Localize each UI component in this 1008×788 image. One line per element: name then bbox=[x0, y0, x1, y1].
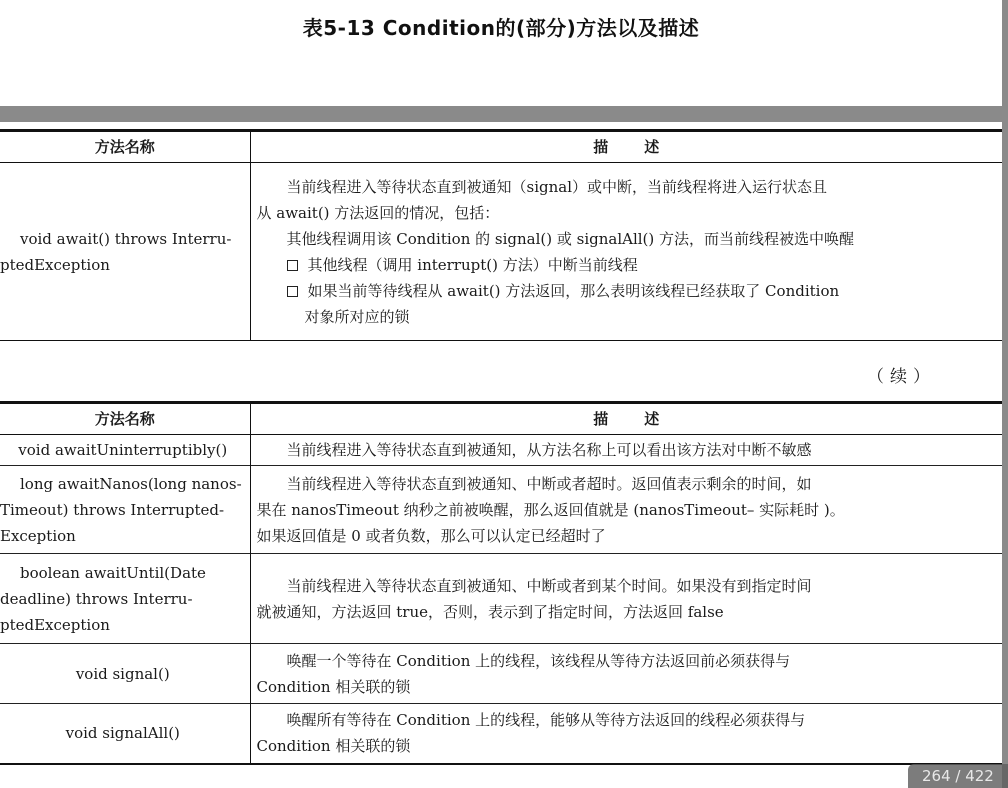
table-title: 表5-13 Condition的(部分)方法以及描述 bbox=[302, 16, 700, 40]
header-description: 描述 bbox=[250, 131, 1002, 163]
method-name-cell: long awaitNanos(long nanos- Timeout) throws Interrupted- Exception bbox=[0, 466, 250, 554]
method-description-cell: 当前线程进入等待状态直到被通知、中断或者超时。返回值表示剩余的时间，如 果在 nanosTimeout 纳秒之前被唤醒，那么返回值就是 (nanosTimeout– 实际耗时 )。 如果返回值是 0 或者负数，那么可以认定已经超时了 bbox=[250, 466, 1002, 554]
table-row bbox=[0, 644, 1002, 704]
method-name-cell: void signal() bbox=[0, 644, 250, 704]
table-row bbox=[0, 554, 1002, 644]
method-table-part2 bbox=[0, 401, 1002, 765]
continued-label: （续） bbox=[867, 367, 936, 387]
header-method-name: 方法名称 bbox=[0, 131, 250, 163]
checkbox-bullet-icon bbox=[287, 260, 298, 271]
table-row bbox=[0, 704, 1002, 764]
method-name-cell: void awaitUninterruptibly() bbox=[0, 435, 250, 466]
header-description: 描述 bbox=[250, 403, 1002, 435]
table-row bbox=[0, 466, 1002, 554]
method-description-cell: 当前线程进入等待状态直到被通知（signal）或中断，当前线程将进入运行状态且 从 await() 方法返回的情况，包括： 其他线程调用该 Condition 的 signal() 或 signalAll() 方法，而当前线程被选中唤醒 其他线程（调用 interrupt() 方法）中断当前线程 如果当前等待线程从 await() 方法返回，那么表明该线程已经获取了 Condition 对象所对应的锁 bbox=[250, 163, 1002, 341]
method-name-cell: void signalAll() bbox=[0, 704, 250, 764]
checkbox-bullet-icon bbox=[287, 286, 298, 297]
viewer-gutter bbox=[1002, 0, 1008, 788]
table-row bbox=[0, 163, 1002, 341]
previous-page-region bbox=[0, 0, 1008, 106]
method-name-cell: boolean awaitUntil(Date deadline) throws Interru- ptedException bbox=[0, 554, 250, 644]
document-page bbox=[0, 122, 1002, 788]
method-description-cell: 唤醒一个等待在 Condition 上的线程，该线程从等待方法返回前必须获得与 Condition 相关联的锁 bbox=[250, 644, 1002, 704]
page-separator bbox=[0, 106, 1008, 122]
method-description-cell: 当前线程进入等待状态直到被通知、中断或者到某个时间。如果没有到指定时间 就被通知，方法返回 true，否则，表示到了指定时间，方法返回 false bbox=[250, 554, 1002, 644]
page-indicator: 264 / 422 bbox=[908, 764, 1008, 788]
header-method-name: 方法名称 bbox=[0, 403, 250, 435]
method-description-cell: 当前线程进入等待状态直到被通知，从方法名称上可以看出该方法对中断不敏感 bbox=[250, 435, 1002, 466]
method-description-cell: 唤醒所有等待在 Condition 上的线程，能够从等待方法返回的线程必须获得与 Condition 相关联的锁 bbox=[250, 704, 1002, 764]
method-table-part1 bbox=[0, 129, 1002, 341]
method-name-cell: void await() throws Interru- ptedException bbox=[0, 163, 250, 341]
table-row bbox=[0, 435, 1002, 466]
